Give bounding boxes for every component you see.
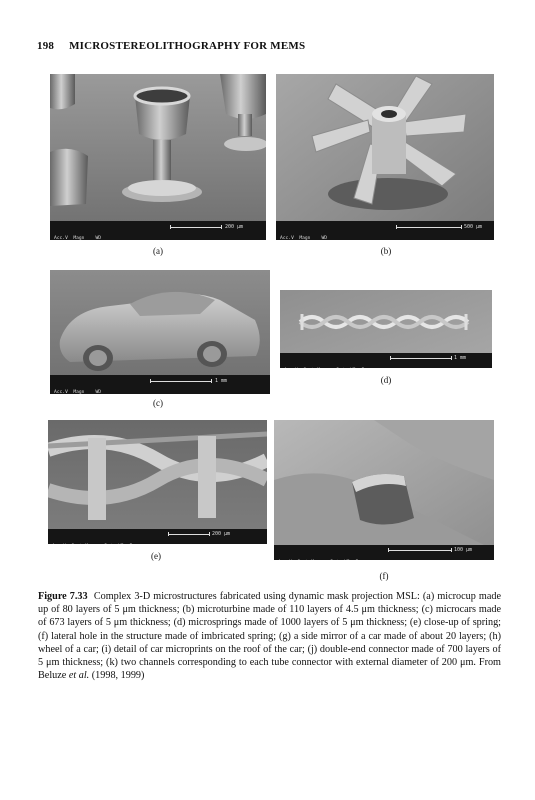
- sem-data-bar: [48, 529, 267, 544]
- figure-b-microturbine-image: [276, 74, 494, 240]
- sem-data-bar: [50, 375, 270, 394]
- scale-label: 200 μm: [225, 224, 244, 230]
- sem-data-line: Acc.V Magn WD: [54, 236, 102, 240]
- page-number: 198: [37, 40, 55, 52]
- caption-label: Figure 7.33: [38, 591, 88, 602]
- microcup-sem-picture: [50, 74, 266, 240]
- scale-bar: [168, 532, 210, 536]
- lateral-hole-sem-picture: [274, 420, 494, 560]
- figure-e-label: (e): [151, 551, 161, 561]
- caption-text: Complex 3-D microstructures fabricated using dynamic mask projection MSL: (a) microcup made up of 80 layers of 5 μm thickness; (b) microturbine made of 110 layers of 4.5 μm thickness; (c) microcars made of 673 layers of 5 μm thickness; (d) microsprings made of 1000 layers of 5 μm thickness; (e) close-up of spring; (f) lateral hole in the structure made of imbricated spring; (g) a side mirror of a car made of about 20 layers; (h) wheel of a car; (i) detail of car microprints on the roof of the car; (j) double-end connector made of 700 layers of 5 μm thickness; (k) two channels corresponding to each tube connector with external diameter of 200 μm. From Beluze: [38, 591, 501, 682]
- caption-years: (1998, 1999): [89, 670, 145, 682]
- scale-bar: [396, 225, 462, 229]
- figure-c-label: (c): [153, 398, 163, 408]
- scale-label: 500 μm: [464, 224, 483, 230]
- figure-e-spring-closeup-image: [48, 420, 267, 544]
- figure-b-label: (b): [380, 246, 392, 256]
- caption-etal: et al.: [68, 670, 90, 682]
- figure-f-label: (f): [379, 571, 389, 581]
- figure-a-microcup-image: [50, 74, 266, 240]
- microturbine-sem-picture: [276, 74, 494, 240]
- figure-a-label: (a): [153, 246, 163, 256]
- figure-c-microcar-image: [50, 270, 270, 394]
- scale-label: 1 mm: [215, 378, 228, 384]
- running-title: MICROSTEREOLITHOGRAPHY FOR MEMS: [69, 40, 306, 52]
- scale-label: 100 μm: [454, 547, 473, 553]
- spring-closeup-sem-picture: [48, 420, 267, 544]
- sem-data-bar: [276, 221, 494, 240]
- scale-bar: [390, 356, 452, 360]
- figure-d-label: (d): [380, 375, 392, 385]
- scale-label: 1 mm: [454, 355, 467, 361]
- scale-label: 200 μm: [212, 531, 231, 537]
- scale-bar: [388, 548, 452, 552]
- figure-caption: [38, 590, 501, 682]
- figure-f-lateral-hole-image: [274, 420, 494, 560]
- figure-d-microsprings-image: [280, 290, 492, 368]
- sem-data-line: Acc.V Magn WD: [54, 390, 102, 394]
- scale-bar: [150, 379, 212, 383]
- sem-data-line: Acc.V Magn WD: [280, 236, 328, 240]
- scale-bar: [170, 225, 222, 229]
- running-header: [37, 40, 305, 52]
